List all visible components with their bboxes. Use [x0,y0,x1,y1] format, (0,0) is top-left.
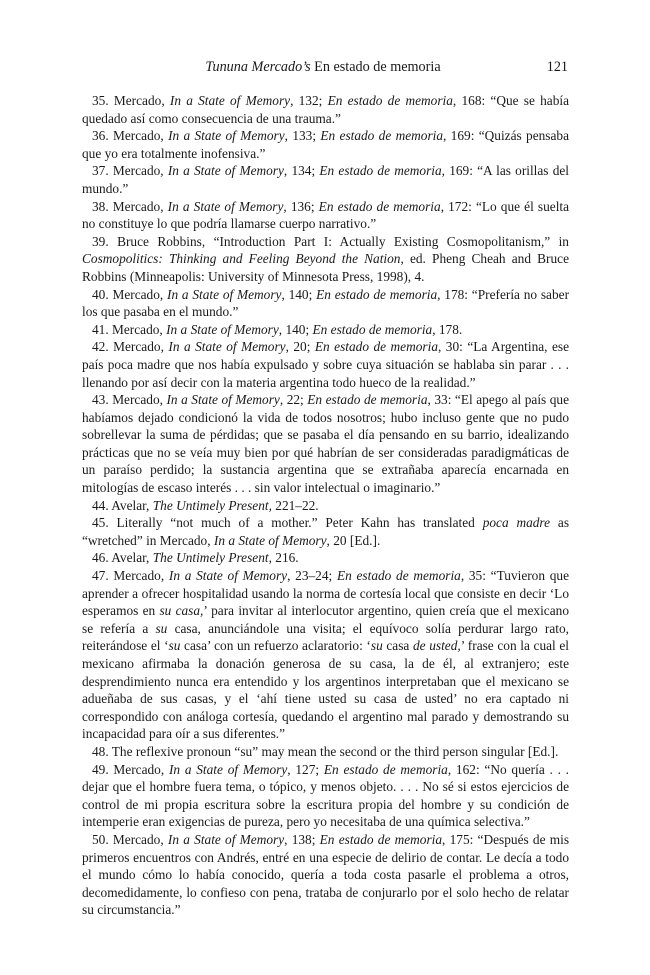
endnote-text: as “wretched” in Mercado, [82,515,573,548]
endnote-italic-text: The Untimely Present [152,550,269,566]
endnote [82,497,569,515]
endnote-italic-text: In a State of Memory [166,321,279,337]
endnote [82,567,573,743]
endnote-text: , 30: “La Argentina, ese país poca madre que nos había expulsado y sobre cuya situación se hablaba sin parar . . . llenando por así decir con la materia argentina todo hueco de la realidad.” [82,339,573,390]
endnote-text: 38. Mercado, [92,198,168,214]
endnote-italic-text: poca madre [482,515,551,531]
endnote-text: 41. Mercado, [92,321,167,337]
endnote-italic-text: In a State of Memory [169,93,291,108]
endnote-italic-text: In a State of Memory [167,286,282,302]
endnote [82,761,573,831]
endnote-text: casa, anunciándole una visita; el equívoco solía perdurar largo rato, reiterándose el ‘ [82,620,573,654]
endnote-text: , 162: “No quería . . . dejar que el hombre fuera tema, o tópico, y menos objeto. . . . No sé si estos ejercicios de control de mi propia escritura sobre la escritura propia del hombre y su condición de intemperie eran exigencias de pureza, pero yo necesitaba de una química selectiva.” [82,761,573,830]
running-head-title-part: Tununa Mercado’s [205,59,311,75]
endnote-text: ’ frase con la cual el mexicano afirmaba la donación generosa de su casa, la de él, al extranjero; este desprendimiento nunca era entendido y los argentinos interpretaban que el mexicano se adueñaba de sus casas, y el ‘ahí tiene usted su casa de usted’ no era captado ni correspondido con análoga cortesía, quedando el argentino mal parado y demostrando su incapacidad para oír a sus diferentes.” [82,638,573,742]
endnote-italic-text: su [168,638,181,654]
endnote-text: , 22; [279,392,308,408]
endnote-text: , 216. [268,550,299,566]
endnote-text: 42. Mercado, [92,339,169,355]
endnote-italic-text: The Untimely Present, [152,497,272,513]
endnote-italic-text: In a State of Memory [168,761,288,777]
endnote-text: , 178: “Prefería no saber los que pasaba en el mundo.” [82,286,573,320]
endnote-text: 43. Mercado, [92,392,167,408]
endnote-text: 36. Mercado, [92,128,169,144]
endnote-text: 35. Mercado, [92,93,170,108]
endnote-text: , 140; [278,321,313,337]
endnote [82,92,573,127]
endnote-text: , 169: “A las orillas del mundo.” [82,163,573,196]
endnote-italic-text: In a State of Memory [168,339,286,355]
endnote-italic-text: En estado de memoria [323,761,448,777]
endnote-italic-text: En estado de memoria [307,392,428,408]
endnote-text: , 33: “El apego al país que habíamos dejado condicionó la vida de todos nosotros; hubo incluso gente que no pudo sobrellevar la suma de pérdidas; que se pasaba el día pensando en su barrio, idealizando prácticas que no se veía muy bien por qué habrían de ser consideradas paradigmáticas de un paraíso perdido; la sustancia argentina que se extrañaba aparecía encarnada en mitologías de escaso interés . . . sin valor intelectual o imaginario.” [82,392,573,496]
endnote-italic-text: En estado de memoria [318,198,441,214]
endnote-italic-text: En estado de memoria [312,321,433,337]
endnote-italic-text: In a State of Memory [213,532,327,548]
endnote [82,338,573,391]
endnote-text: , 20; [285,339,315,355]
endnote-text: ’ para invitar al interlocutor argentino, quien creía que el mexicano se refería a [82,603,573,636]
endnote-italic-text: In a State of Memory [167,198,284,214]
endnote-text: 37. Mercado, [92,163,168,179]
endnote [82,743,569,761]
endnote [82,162,573,197]
endnote [82,514,573,549]
endnote-text: , 140; [281,286,317,302]
endnote-text: casa [382,638,413,654]
endnote-italic-text: In a State of Memory [167,163,284,179]
endnote [82,549,569,567]
endnote [82,321,569,339]
endnote [82,391,573,497]
endnote-text: , 175: “Después de mis primeros encuentros con Andrés, entré en una especie de delirio de contar. Le decía a todo el mundo cómo lo había conocido, quería a toda costa pasarle el problema a otros, decomedidamente, lo confieso con pena, trataba de conjurarlo por el solo hecho de relatar su circumstancia.” [82,831,573,918]
endnote [82,233,573,286]
endnote-text: 221–22. [271,497,319,513]
running-head-title-part: En estado de memoria [310,59,441,75]
endnote-italic-text: In a State of Memory [167,831,285,847]
endnote-text: 49. Mercado, [92,761,169,777]
endnote-italic-text: In a State of Memory [166,392,280,408]
endnote-italic-text: En estado de memoria [319,831,443,847]
endnote-text: , 178. [432,321,463,337]
page-number: 121 [546,59,568,75]
endnote-text: , 35: “Tuvieron que aprender a ofrecer hospitalidad usando la norma de cortesía local que consiste en decir ‘Lo esperamos en [82,568,573,619]
endnote-text: , 169: “Quizás pensaba que yo era totalmente inofensiva.” [82,128,573,161]
endnote-italic-text: En estado de memoria [320,128,444,144]
endnote-text: , 20 [Ed.]. [326,532,381,548]
endnote-text: , 172: “Lo que él suelta no constituye lo que podría llamarse cuerpo narrativo.” [82,198,573,232]
endnote-italic-text: En estado de memoria [327,93,453,108]
endnote [82,198,573,233]
endnote-text: 45. Literally “not much of a mother.” Peter Kahn has translated [92,515,483,531]
endnote-text: 40. Mercado, [92,286,168,302]
endnote-italic-text: In a State of Memory [168,128,285,144]
endnote-italic-text: En estado de memoria [319,163,442,179]
endnote-italic-text: En estado de memoria [316,286,438,302]
endnotes-list [82,92,573,919]
endnote-text: 44. Avelar, [92,497,153,513]
endnote [82,831,573,919]
endnote-text: 46. Avelar, [92,550,153,566]
endnote-italic-text: En estado de memoria [336,568,461,584]
endnote-text: , ed. Pheng Cheah and Bruce Robbins (Minneapolis: University of Minnesota Press, 1998), 4. [82,251,573,284]
running-head-title [78,58,568,76]
endnote-italic-text: su [155,620,168,636]
endnote-italic-text: su casa, [159,603,204,619]
endnote-italic-text: de usted, [412,638,461,654]
endnote-text: , 136; [283,198,319,214]
endnote [82,127,573,162]
endnote-text: , 132; [290,93,328,108]
endnote-text: 48. The reflexive pronoun “su” may mean the second or the third person singular [Ed.]. [92,743,559,759]
endnote [82,286,573,321]
endnote-text: , 134; [283,163,320,179]
endnote-text: , 138; [284,831,320,847]
endnote-italic-text: su [370,638,383,654]
endnote-italic-text: In a State of Memory [168,568,288,584]
endnote-text: , 23–24; [287,568,337,584]
endnote-text: , 133; [284,128,321,144]
endnote-text: 50. Mercado, [92,831,168,847]
endnote-italic-text: Cosmopolitics: Thinking and Feeling Beyond the Nation [82,251,401,267]
endnote-text: 39. Bruce Robbins, “Introduction Part I: Actually Existing Cosmopolitanism,” in [92,233,573,249]
running-head [78,58,568,76]
endnote-italic-text: En estado de memoria [314,339,438,355]
endnote-text: 47. Mercado, [92,568,169,584]
endnote-text: , 168: “Que se había quedado así como consecuencia de una trauma.” [82,93,573,126]
endnote-text: , 127; [287,761,324,777]
endnote-text: casa’ con un refuerzo aclaratorio: ‘ [180,638,371,654]
